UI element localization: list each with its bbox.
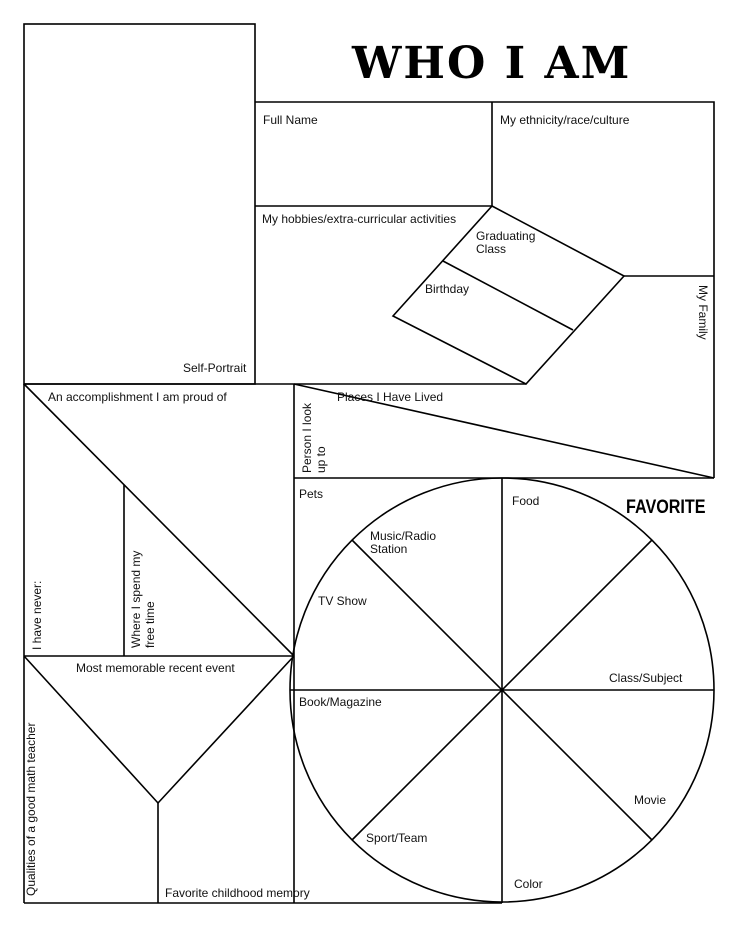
favorite-heading: FAVORITE: [626, 497, 706, 518]
my-family-label: My Family: [696, 285, 710, 340]
recent-event-triangle[interactable]: [24, 656, 294, 803]
places-lived-label: Places I Have Lived: [337, 390, 444, 404]
self-portrait-box[interactable]: [24, 24, 255, 384]
favorite-music-label-2: Station: [370, 542, 408, 556]
recent-event-label: Most memorable recent event: [76, 661, 235, 675]
i-have-never-label: I have never:: [30, 580, 44, 650]
qualities-teacher-label: Qualities of a good math teacher: [24, 722, 38, 896]
accomplishment-diagonal: [24, 384, 294, 656]
favorite-color-label: Color: [514, 877, 543, 891]
favorite-music-label-1: Music/Radio: [370, 529, 437, 543]
birthday-label: Birthday: [425, 282, 470, 296]
favorite-tv-show-label: TV Show: [318, 594, 367, 608]
person-look-up-label-2: up to: [314, 446, 328, 473]
full-name-label: Full Name: [263, 113, 318, 127]
upper-right-outline: [255, 102, 714, 478]
accomplishment-label: An accomplishment I am proud of: [48, 390, 227, 404]
favorite-sport-team-label: Sport/Team: [366, 831, 428, 845]
graduating-class-label-2: Class: [476, 242, 507, 256]
spare-time-label-2: free time: [143, 601, 157, 648]
page-title: WHO I AM: [352, 38, 632, 89]
favorite-food-label: Food: [512, 494, 540, 508]
favorite-class-subject-label: Class/Subject: [609, 671, 683, 685]
person-look-up-label-1: Person I look: [300, 402, 314, 473]
favorite-book-magazine-label: Book/Magazine: [299, 695, 382, 709]
pets-label: Pets: [299, 487, 324, 501]
self-portrait-label: Self-Portrait: [183, 361, 247, 375]
favorite-movie-label: Movie: [634, 793, 667, 807]
ethnicity-label: My ethnicity/race/culture: [500, 113, 630, 127]
hobbies-label: My hobbies/extra-curricular activities: [262, 212, 457, 226]
graduating-class-label-1: Graduating: [476, 229, 536, 243]
childhood-memory-label: Favorite childhood memory: [165, 886, 310, 900]
spare-time-label-1: Where I spend my: [129, 550, 143, 648]
